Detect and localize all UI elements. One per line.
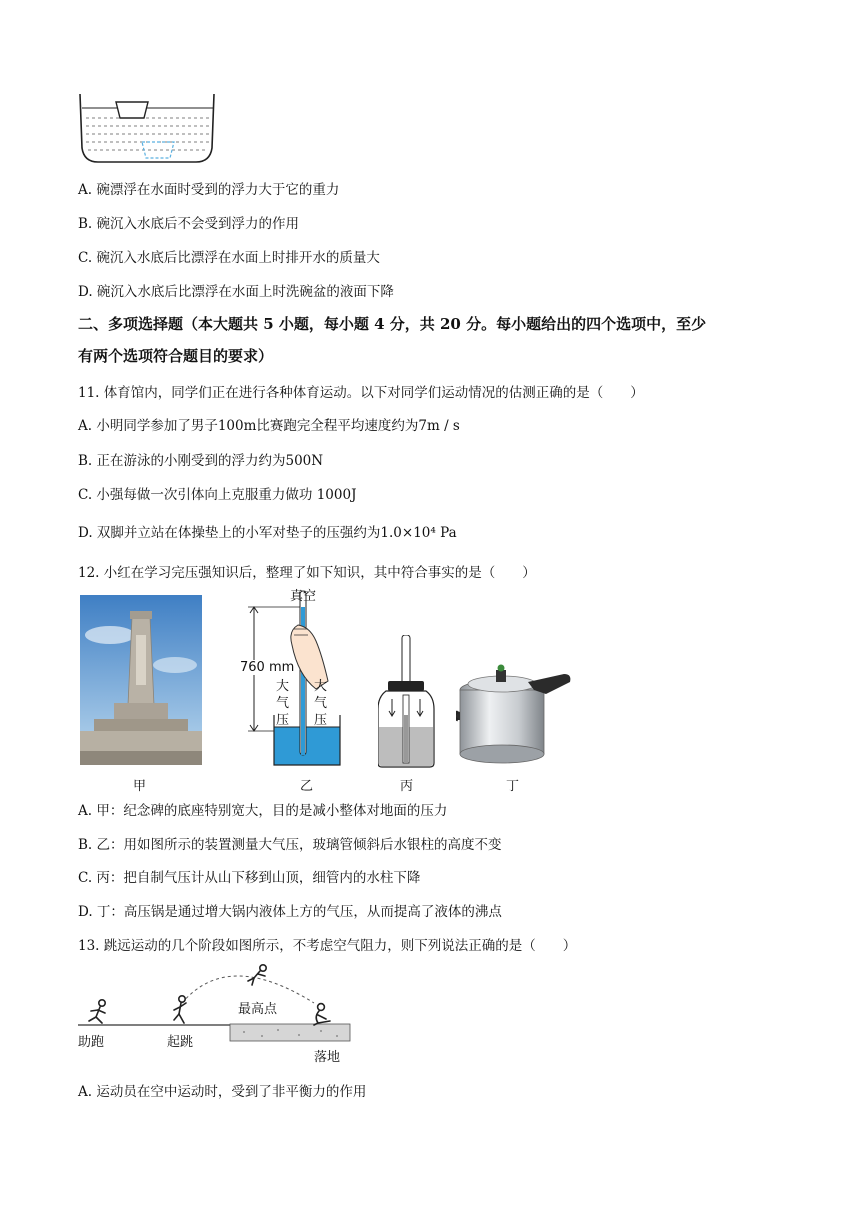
- q11-option-d: D. 双脚并立站在体操垫上的小军对垫子的压强约为1.0×10⁴ Pa: [78, 525, 457, 541]
- q11-option-b: B. 正在游泳的小刚受到的浮力约为500N: [78, 453, 324, 469]
- land-label: 落地: [314, 1050, 341, 1065]
- vacuum-label: 真空: [290, 589, 317, 604]
- peak-label: 最高点: [238, 1002, 278, 1017]
- runner-figure: [89, 1000, 105, 1023]
- q12-stem: 12. 小红在学习完压强知识后，整理了如下知识，其中符合事实的是（ ）: [78, 565, 536, 581]
- label-ding: 丁: [506, 779, 520, 794]
- q10-option-b: B. 碗沉入水底后不会受到浮力的作用: [78, 216, 300, 232]
- q10-option-c: C. 碗沉入水底后比漂浮在水面上时排开水的质量大: [78, 250, 380, 266]
- height-label: 760 mm: [240, 660, 295, 675]
- barometer-bottle-figure: [378, 635, 436, 770]
- q12-option-a: A. 甲：纪念碑的底座特别宽大，目的是减小整体对地面的压力: [78, 803, 448, 819]
- torricelli-figure: [236, 585, 356, 770]
- landing-figure: [314, 1004, 330, 1025]
- q12-option-d: D. 丁：高压锅是通过增大锅内液体上方的气压，从而提高了液体的沸点: [78, 904, 502, 920]
- label-jia: 甲: [133, 779, 147, 794]
- monument-photo: [80, 595, 202, 765]
- q12-option-c: C. 丙：把自制气压计从山下移到山顶，细管内的水柱下降: [78, 870, 421, 886]
- basin-bowl-figure: [78, 88, 218, 168]
- q12-option-b: B. 乙：用如图所示的装置测量大气压，玻璃管倾斜后水银柱的高度不变: [78, 837, 502, 853]
- q11-option-a: A. 小明同学参加了男子100m比赛跑完全程平均速度约为7m / s: [78, 418, 460, 434]
- section-heading-line2: 有两个选项符合题目的要求）: [78, 347, 274, 365]
- q11-stem: 11. 体育馆内，同学们正在进行各种体育运动。以下对同学们运动情况的估测正确的是（ ）: [78, 385, 644, 401]
- peak-figure: [248, 965, 266, 985]
- label-bing: 丙: [400, 779, 414, 794]
- section-heading-line1: 二、多项选择题（本大题共 5 小题，每小题 4 分，共 20 分。每小题给出的四个选项中，至少: [78, 315, 707, 333]
- takeoff-figure: [174, 996, 186, 1023]
- atm-label-right: 大 气 压: [314, 679, 328, 728]
- takeoff-label: 起跳: [167, 1035, 194, 1050]
- q11-option-c: C. 小强每做一次引体向上克服重力做功 1000J: [78, 487, 357, 503]
- q13-option-a: A. 运动员在空中运动时，受到了非平衡力的作用: [78, 1084, 367, 1100]
- atm-label-left: 大 气 压: [276, 679, 290, 728]
- pressure-cooker-figure: [456, 660, 574, 768]
- label-yi: 乙: [300, 779, 314, 794]
- q13-stem: 13. 跳远运动的几个阶段如图所示，不考虑空气阻力，则下列说法正确的是（ ）: [78, 938, 577, 954]
- run-label: 助跑: [78, 1035, 105, 1050]
- q10-option-a: A. 碗漂浮在水面时受到的浮力大于它的重力: [78, 182, 340, 198]
- q10-option-d: D. 碗沉入水底后比漂浮在水面上时洗碗盆的液面下降: [78, 284, 394, 300]
- long-jump-figure: [78, 963, 354, 1043]
